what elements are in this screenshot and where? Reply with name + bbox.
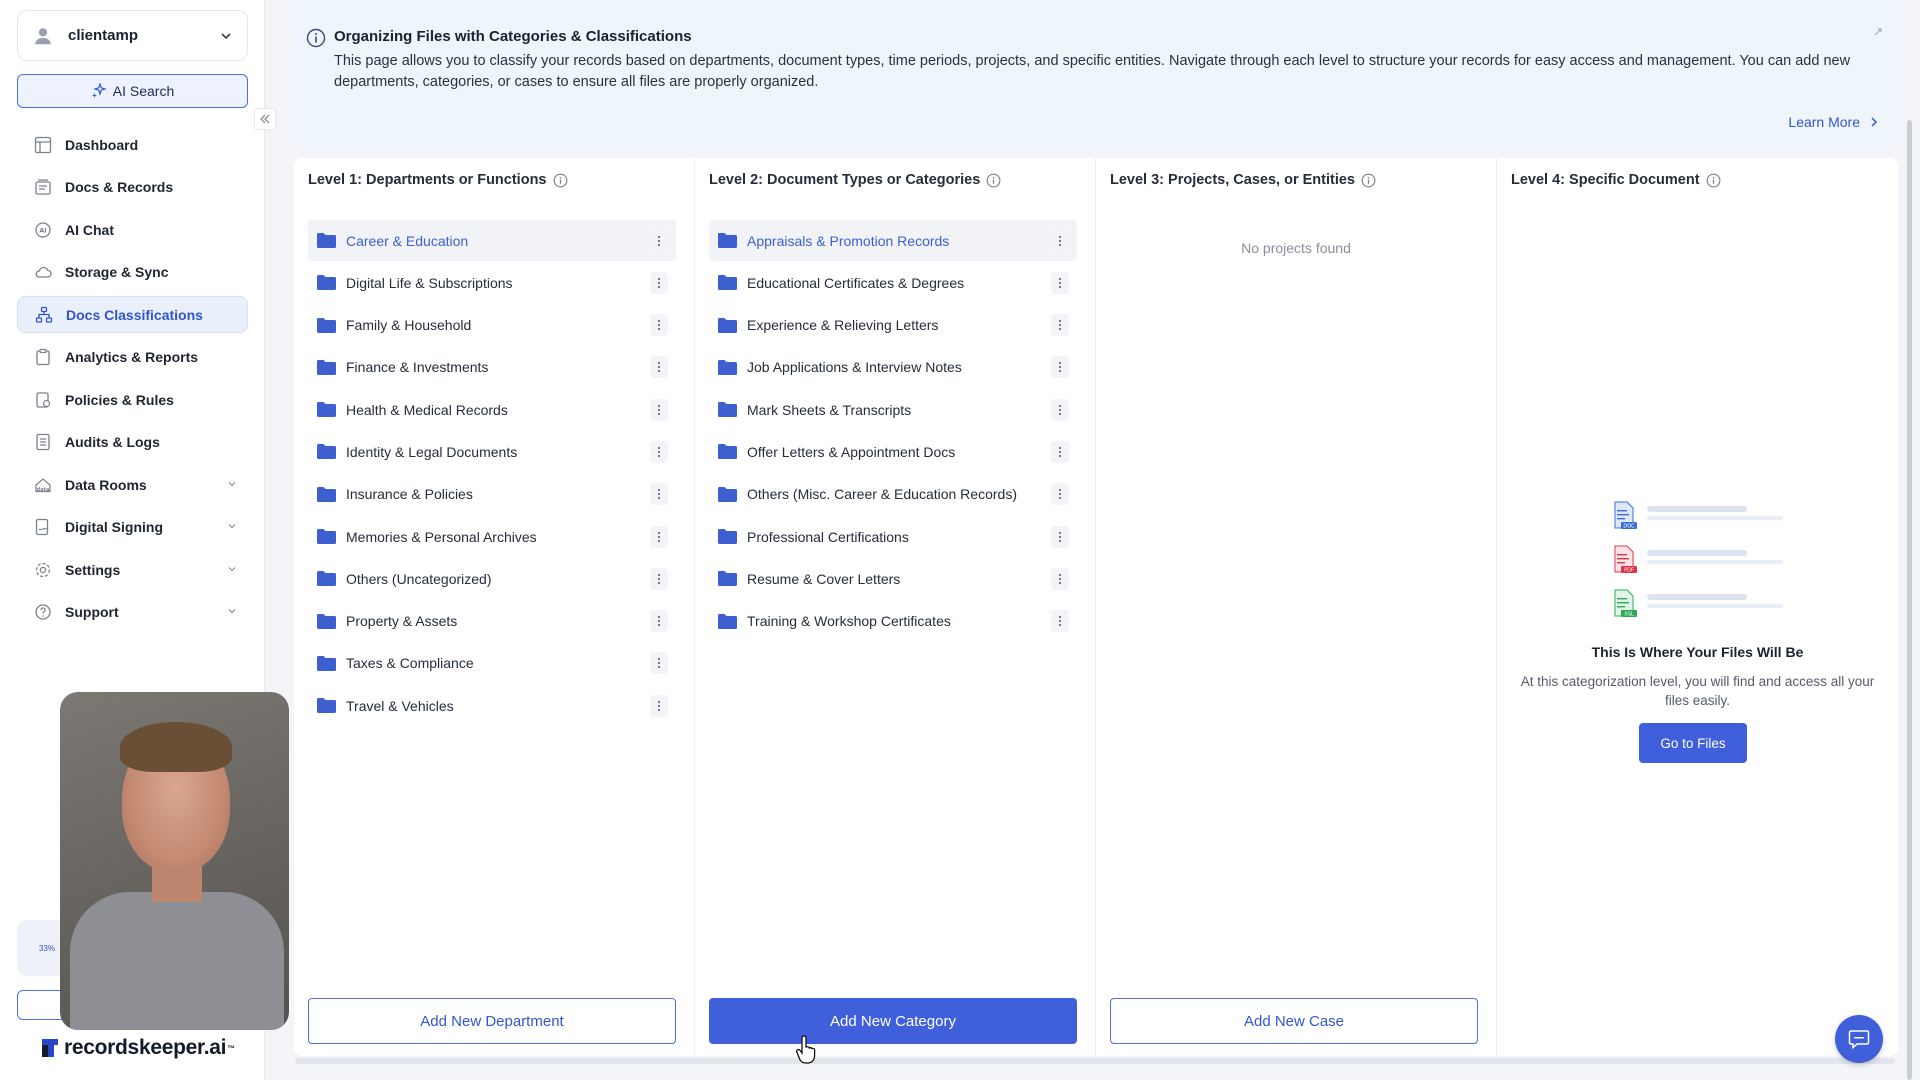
user-icon [32,25,54,47]
main-content [265,0,1920,1080]
list-item[interactable] [308,305,676,346]
list-item-label: Experience & Relieving Letters [747,317,939,334]
sidebar-item-label: Data Rooms [65,476,147,493]
list-item-label: Job Applications & Interview Notes [747,359,962,376]
list-item[interactable] [709,601,1077,642]
sidebar-item-docs-records[interactable] [17,169,248,206]
list-item[interactable] [709,431,1077,472]
level1-title-text: Level 1: Departments or Functions [308,172,547,188]
folder-icon [316,528,346,545]
add-new-department-button[interactable]: Add New Department [308,998,676,1044]
list-item[interactable] [308,474,676,515]
pdf-badge: PDF [1624,567,1634,574]
level3-title [1110,172,1376,188]
sidebar-nav [17,126,248,636]
list-item[interactable] [709,389,1077,430]
more-options-icon[interactable] [1051,610,1069,632]
doc-file-icon [1615,502,1637,530]
more-options-icon[interactable] [1051,441,1069,463]
list-item-label: Family & Household [346,317,472,334]
list-item[interactable] [308,347,676,388]
logo-text: recordskeeper.ai [64,1036,227,1059]
account-switcher[interactable] [17,10,248,61]
more-options-icon[interactable] [1051,314,1069,336]
list-item-label: Training & Workshop Certificates [747,613,951,630]
presenter-video[interactable] [60,692,289,1030]
info-icon [306,28,326,48]
more-options-icon[interactable] [1051,568,1069,590]
sidebar-item-ai-chat[interactable] [17,211,248,248]
sidebar-item-label: Analytics & Reports [65,349,199,365]
list-item-label: Finance & Investments [346,359,489,376]
folder-icon [717,613,747,630]
list-item-label: Insurance & Policies [346,486,473,503]
hierarchy-icon [34,305,54,325]
no-projects-message: No projects found [1241,240,1351,256]
more-options-icon[interactable] [650,230,668,252]
sidebar-item-label: Docs Classifications [66,306,203,323]
list-item[interactable] [308,685,676,726]
folder-icon [717,528,747,545]
more-options-icon[interactable] [650,568,668,590]
hand-pointer-icon [795,1034,821,1064]
horizontal-scrollbar[interactable] [295,1058,1895,1064]
chevron-down-icon [226,477,238,493]
vertical-scrollbar[interactable] [1907,120,1912,1080]
info-icon[interactable] [1706,173,1721,188]
sidebar-item-label: Support [65,604,119,620]
xsl-file-icon [1615,590,1637,618]
level1-list [308,220,676,728]
more-options-icon[interactable] [650,610,668,632]
list-item-label: Professional Certifications [747,528,909,545]
sidebar-item-digital-signing[interactable] [17,509,248,546]
ai-search-button[interactable] [17,74,248,108]
level2-list [709,220,1077,643]
list-item[interactable] [709,305,1077,346]
more-options-icon[interactable] [650,483,668,505]
list-item-label: Others (Misc. Career & Education Records) [747,486,1017,503]
list-item-label: Others (Uncategorized) [346,570,492,587]
double-chevron-left-icon [259,113,271,125]
clipboard-icon [33,347,53,367]
collapse-sidebar-button[interactable] [254,108,276,130]
list-item-label: Property & Assets [346,613,458,630]
sparkle-icon [91,83,107,99]
account-name: clientamp [68,27,139,44]
sidebar-item-label: Policies & Rules [65,391,174,408]
policy-icon [33,390,53,410]
folder-icon [316,232,346,249]
sidebar-item-support[interactable] [17,594,248,631]
level1-column [294,158,695,1056]
more-options-icon[interactable] [1051,356,1069,378]
more-options-icon[interactable] [650,441,668,463]
sidebar-item-docs-classifications[interactable] [17,296,248,333]
list-item[interactable] [709,262,1077,303]
sidebar-item-analytics-reports[interactable] [17,339,248,376]
sidebar-item-data-rooms[interactable] [17,466,248,503]
folder-icon [717,317,747,334]
learn-more-label: Learn More [1788,114,1860,130]
svg-text:AI: AI [39,226,47,235]
folder-icon [316,655,346,672]
folder-icon [316,443,346,460]
chat-support-button[interactable] [1835,1015,1883,1063]
list-item-label: Career & Education [346,232,469,249]
sidebar-item-label: Dashboard [65,136,139,153]
list-item[interactable] [709,474,1077,515]
ai-search-label: AI Search [112,83,175,99]
folder-icon [316,317,346,334]
level3-title-text: Level 3: Projects, Cases, or Entities [1110,172,1355,188]
more-options-icon[interactable] [650,399,668,421]
list-item[interactable] [308,389,676,430]
list-item[interactable] [308,516,676,557]
list-item[interactable] [709,516,1077,557]
data-room-icon [33,475,53,495]
ai-chat-icon [33,220,53,240]
level4-title-text: Level 4: Specific Document [1511,172,1700,188]
info-icon[interactable] [553,173,568,188]
level2-title-text: Level 2: Document Types or Categories [709,172,981,188]
go-to-files-button[interactable]: Go to Files [1639,723,1747,763]
pdf-file-icon [1615,546,1637,574]
list-item-label: Appraisals & Promotion Records [747,232,950,249]
list-item-label: Offer Letters & Appointment Docs [747,443,956,460]
sidebar-item-label: AI Chat [65,221,114,238]
info-icon[interactable] [986,173,1001,188]
add-new-category-button[interactable]: Add New Category [709,998,1077,1044]
list-item-label: Health & Medical Records [346,401,508,418]
chevron-down-icon [219,29,233,43]
files-placeholder-title: This Is Where Your Files Will Be [1591,644,1804,660]
info-icon[interactable] [1361,173,1376,188]
brand-logo [40,1036,235,1060]
list-item[interactable] [308,601,676,642]
list-item[interactable] [308,262,676,303]
level1-title [308,172,568,188]
level3-column [1096,158,1497,1056]
dashboard-icon [33,135,53,155]
list-item-label: Educational Certificates & Degrees [747,274,965,291]
add-new-case-button[interactable]: Add New Case [1110,998,1478,1044]
more-options-icon[interactable] [650,272,668,294]
list-item-label: Memories & Personal Archives [346,528,537,545]
list-item[interactable] [709,558,1077,599]
help-icon [33,602,53,622]
list-item[interactable] [709,347,1077,388]
chevron-down-icon [226,519,238,535]
logo-trademark: ™ [227,1043,235,1053]
folder-icon [316,274,346,291]
sidebar-item-label: Digital Signing [65,519,163,535]
folder-icon [316,697,346,714]
presenter-hair [120,722,232,772]
sidebar-item-settings[interactable] [17,551,248,588]
docs-icon [33,177,53,197]
files-placeholder-description: At this categorization level, you will find and access all your files easily. [1520,674,1875,708]
more-options-icon[interactable] [1051,526,1069,548]
folder-icon [717,274,747,291]
sidebar-item-policies-rules[interactable] [17,381,248,418]
signing-icon [33,517,53,537]
folder-icon [717,443,747,460]
level2-title [709,172,1001,188]
cloud-icon [33,262,53,282]
more-options-icon[interactable] [650,526,668,548]
folder-icon [717,232,747,249]
files-placeholder-illustration [1603,498,1783,628]
folder-icon [316,613,346,630]
list-item-label: Resume & Cover Letters [747,570,901,587]
folder-icon [316,359,346,376]
folder-icon [316,486,346,503]
folder-icon [316,570,346,587]
folder-icon [717,486,747,503]
svg-text:data: data [36,486,50,493]
sidebar-item-audits-logs[interactable] [17,424,248,461]
folder-icon [717,359,747,376]
list-item[interactable] [308,643,676,684]
folder-icon [316,401,346,418]
chat-bubble-icon [1848,1029,1870,1049]
storage-progress-value: 33% [38,943,55,953]
more-options-icon[interactable] [1051,272,1069,294]
folder-icon [717,401,747,418]
more-options-icon[interactable] [1051,399,1069,421]
list-item[interactable] [709,220,1077,261]
level4-column [1497,158,1898,1056]
sidebar-item-dashboard[interactable] [17,126,248,163]
info-description: This page allows you to classify your records based on departments, document types, time periods, projects, and specific entities. Navigate through each level to structure your records for easy access and management. You can add new departments, categories, or cases to ensure all files are properly organized. [334,53,1851,90]
learn-more-link[interactable] [1788,114,1878,130]
more-options-icon[interactable] [1051,230,1069,252]
info-banner [294,0,1898,148]
minimize-icon[interactable] [1872,26,1884,38]
presenter-shirt [70,892,284,1030]
more-options-icon[interactable] [1051,483,1069,505]
doc-badge: DOC [1623,523,1635,530]
sidebar-item-label: Storage & Sync [65,264,169,280]
level4-title [1511,172,1721,188]
more-options-icon[interactable] [650,652,668,674]
sidebar-item-label: Settings [65,561,121,578]
gear-icon [33,560,53,580]
list-item-label: Identity & Legal Documents [346,443,518,460]
list-icon [33,432,53,452]
chevron-right-icon [1870,116,1878,128]
folder-icon [717,570,747,587]
xsl-badge: XSL [1624,611,1634,618]
sidebar-item-label: Docs & Records [65,179,174,195]
chevron-down-icon [226,604,238,620]
more-options-icon[interactable] [650,356,668,378]
list-item-label: Mark Sheets & Transcripts [747,401,912,418]
logo-mark-icon [40,1037,60,1059]
sidebar-item-label: Audits & Logs [65,434,160,450]
info-title: Organizing Files with Categories & Classifications [334,28,692,45]
level2-column [695,158,1096,1056]
chevron-down-icon [226,562,238,578]
more-options-icon[interactable] [650,314,668,336]
list-item[interactable] [308,431,676,472]
list-item[interactable] [308,220,676,261]
sidebar-item-storage-sync[interactable] [17,254,248,291]
classification-board [294,158,1898,1056]
list-item-label: Taxes & Compliance [346,655,474,672]
more-options-icon[interactable] [650,695,668,717]
list-item-label: Digital Life & Subscriptions [346,274,513,291]
list-item[interactable] [308,558,676,599]
list-item-label: Travel & Vehicles [346,697,454,714]
